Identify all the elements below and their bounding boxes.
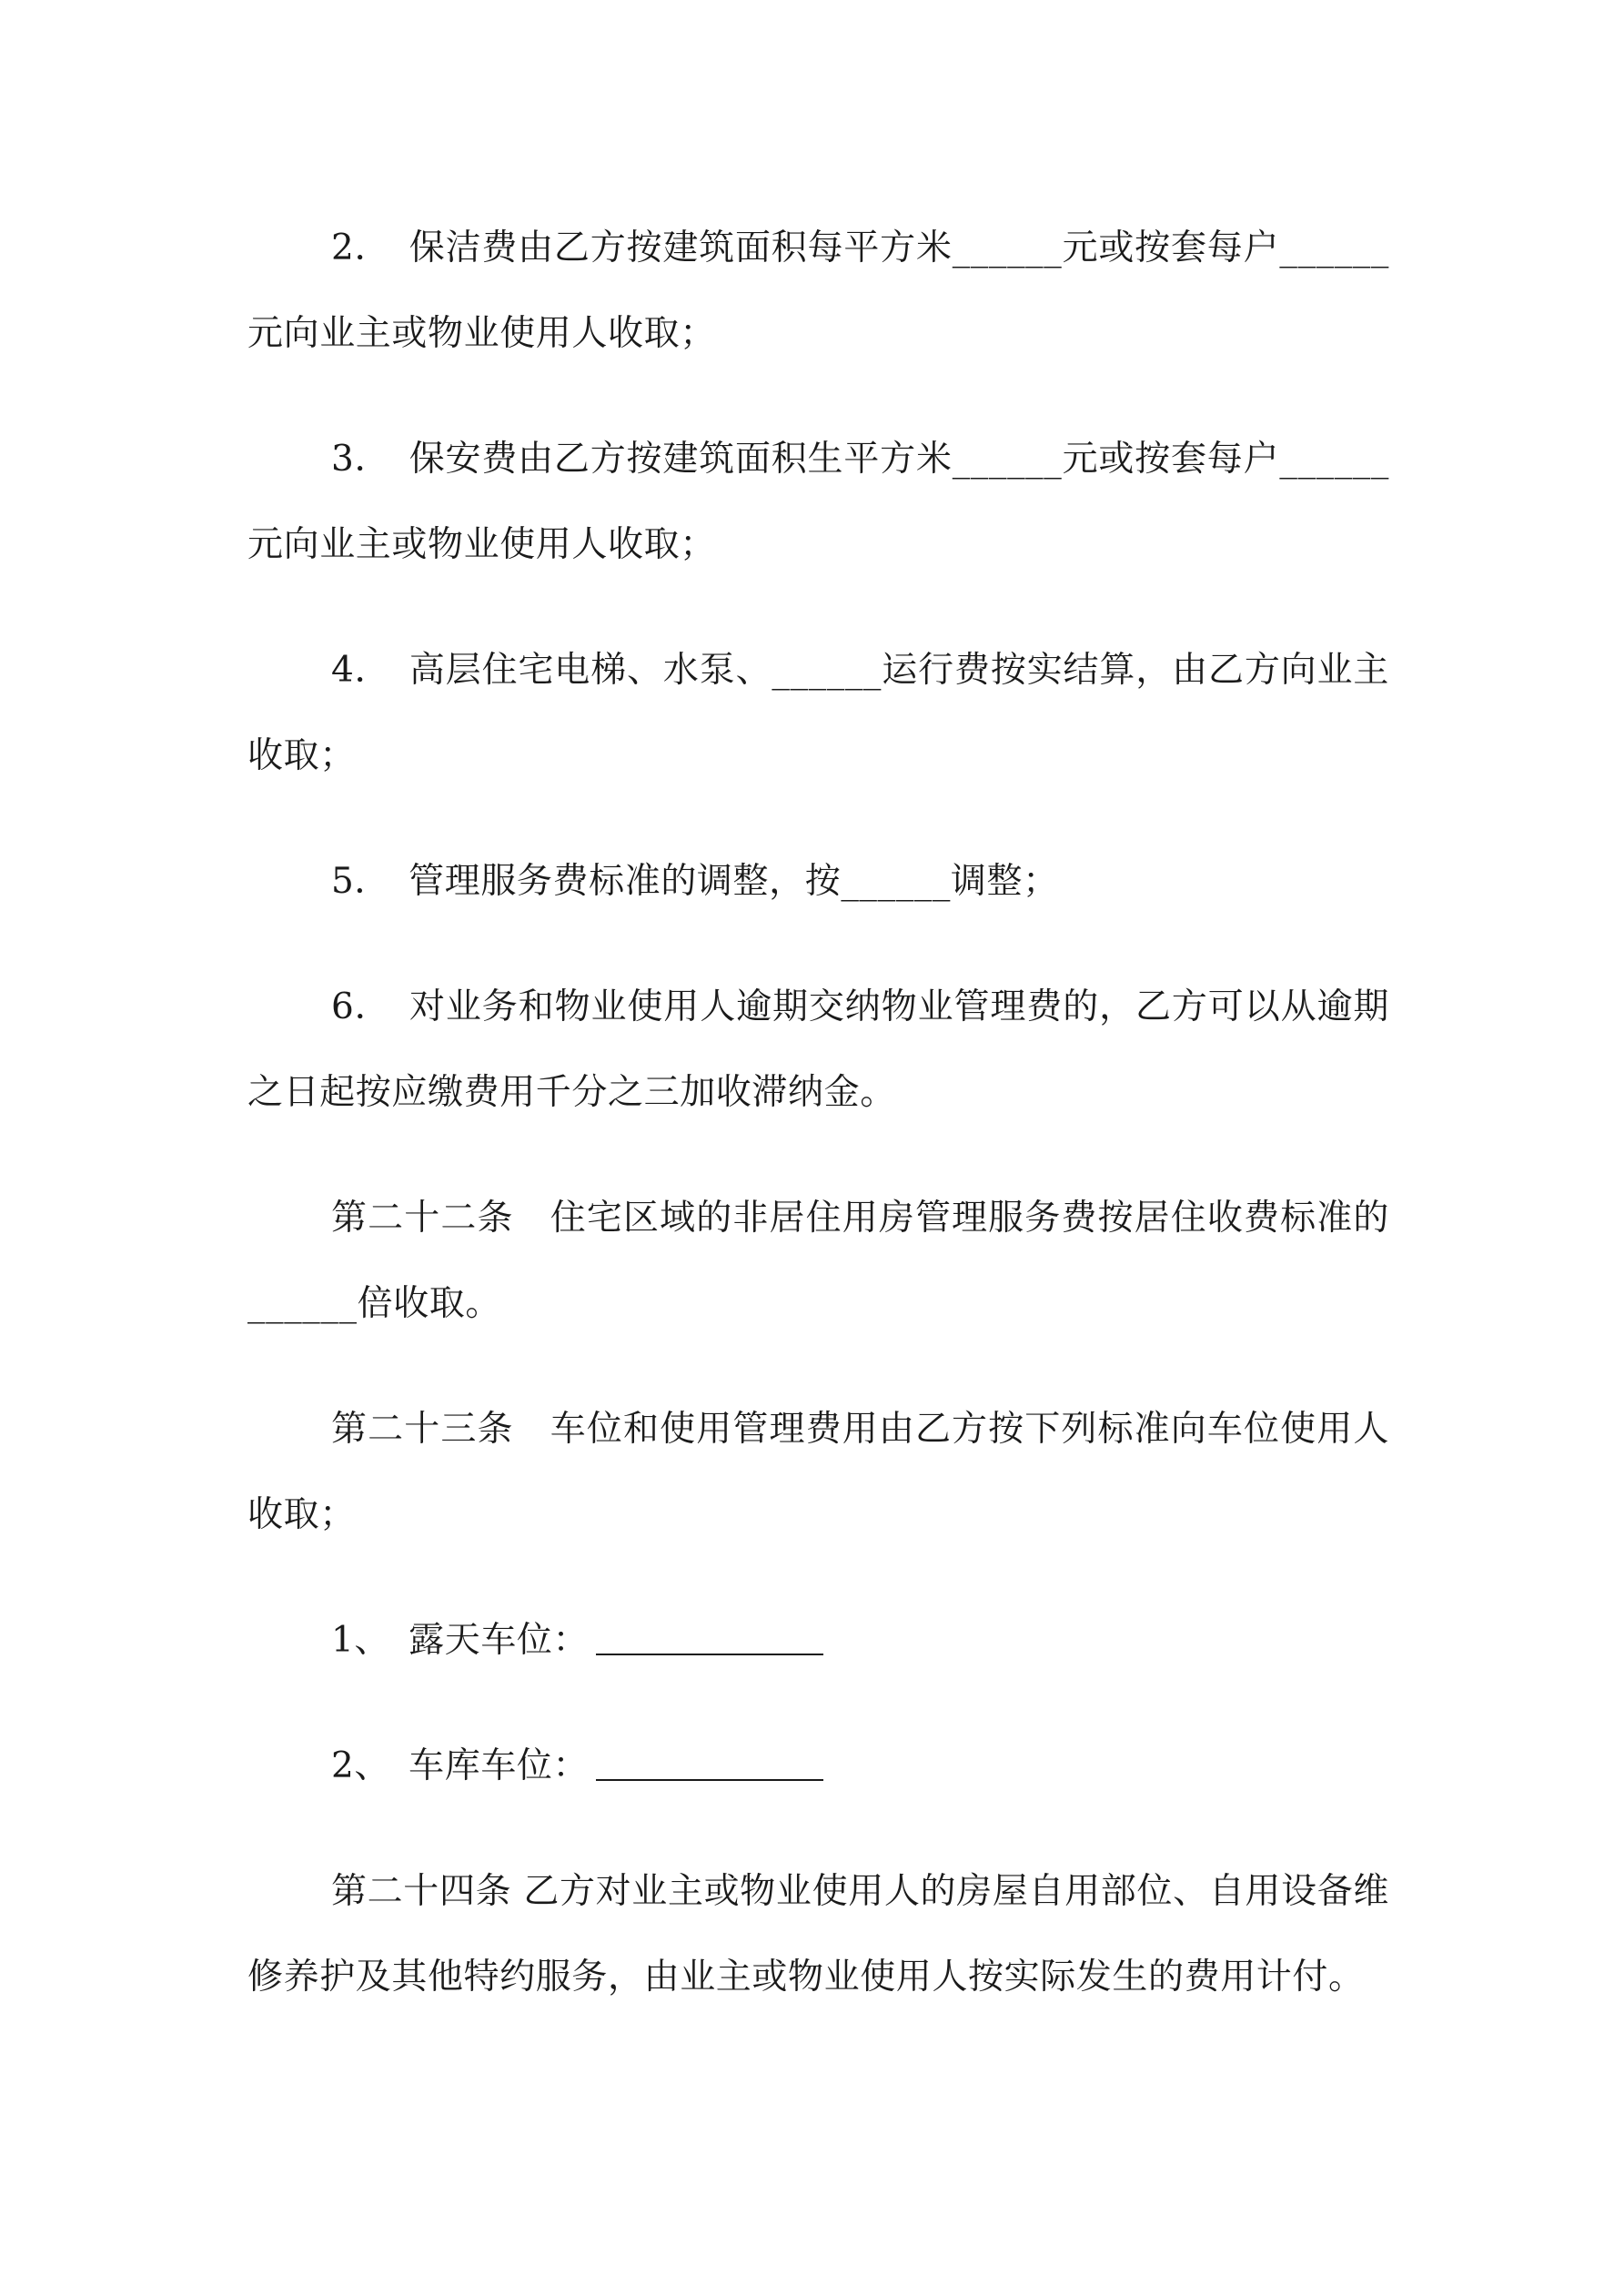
article-23: 第二十三条 车位和使用管理费用由乙方按下列标准向车位使用人收取； [247, 1409, 1389, 1535]
document-body [247, 206, 1389, 2060]
article-22: 第二十二条 住宅区域的非居住用房管理服务费按居住收费标准的______倍收取。 [247, 1198, 1389, 1324]
parking-garage-blank [596, 1746, 823, 1781]
parking-open-air [247, 1598, 1389, 1684]
clause-elevator-pump-fee: 4． 高层住宅电梯、水泵、______运行费按实结算，由乙方向业主收取； [247, 650, 1389, 776]
clause-fee-adjustment: 5． 管理服务费标准的调整，按______调整； [331, 861, 1059, 902]
parking-garage-label: 2、 车库车位： [331, 1745, 590, 1786]
article-24: 第二十四条 乙方对业主或物业使用人的房屋自用部位、自用设备维修养护及其他特约服务，由业主或物业使用人按实际发生的费用计付。 [247, 1871, 1389, 1998]
parking-open-air-blank [596, 1621, 823, 1655]
clause-security-fee: 3． 保安费由乙方按建筑面积生平方米______元或按套每户______元向业主或物业使用人收取； [247, 439, 1389, 565]
parking-open-air-label: 1、 露天车位： [331, 1620, 590, 1661]
clause-late-fee: 6． 对业务和物业使用人逾期交纳物业管理费的，乙方可以从逾期之日起按应缴费用千分之三加收滞纳金。 [247, 986, 1389, 1113]
parking-garage [247, 1724, 1389, 1809]
clause-cleaning-fee: 2． 保洁费由乙方按建筑面积每平方米______元或按套每户______元向业主或物业使用人收取； [247, 228, 1389, 354]
